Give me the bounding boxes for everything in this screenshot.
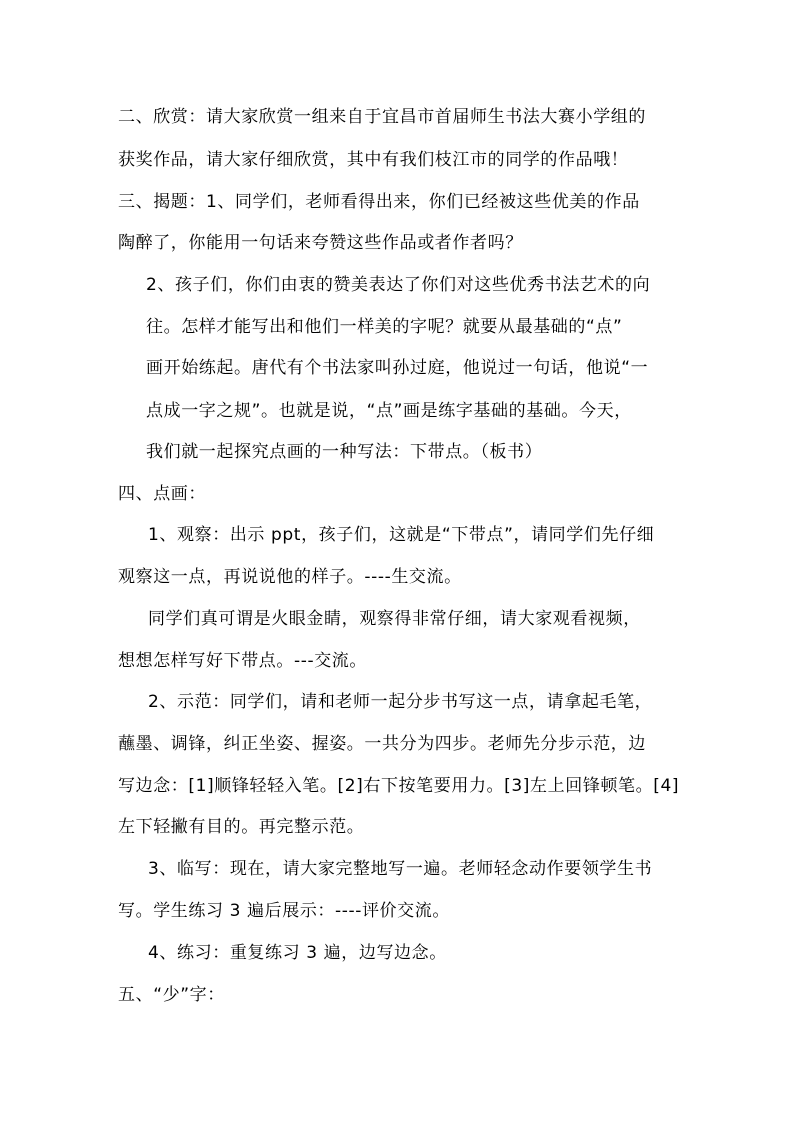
paragraph-line: 我们就一起探究点画的一种写法：下带点。（板书） bbox=[146, 442, 543, 462]
paragraph-line: 4、练习：重复练习 3 遍，边写边念。 bbox=[148, 943, 447, 963]
paragraph-line: 2、孩子们，你们由衷的赞美表达了你们对这些优秀书法艺术的向 bbox=[146, 275, 651, 295]
paragraph-line: 3、临写：现在，请大家完整地写一遍。老师轻念动作要领学生书 bbox=[148, 859, 653, 879]
paragraph-line: 二、欣赏：请大家欣赏一组来自于宜昌市首届师生书法大赛小学组的 bbox=[118, 107, 646, 127]
paragraph-line: 往。怎样才能写出和他们一样美的字呢？就要从最基础的“点” bbox=[146, 317, 623, 337]
paragraph-line: 写。学生练习 3 遍后展示：----评价交流。 bbox=[118, 901, 450, 921]
paragraph-line: 陶醉了，你能用一句话来夸赞这些作品或者作者吗？ bbox=[118, 233, 523, 253]
paragraph-line: 获奖作品，请大家仔细欣赏，其中有我们枝江市的同学的作品哦！ bbox=[118, 150, 629, 170]
paragraph-line: 画开始练起。唐代有个书法家叫孙过庭，他说过一句话，他说“一 bbox=[146, 358, 649, 378]
paragraph-line: 蘸墨、调锋，纠正坐姿、握姿。一共分为四步。老师先分步示范，边 bbox=[118, 734, 646, 754]
paragraph-line: 左下轻撇有目的。再完整示范。 bbox=[118, 817, 365, 837]
paragraph-line: 2、示范：同学们，请和老师一起分步书写这一点，请拿起毛笔， bbox=[148, 692, 653, 712]
paragraph-line: 1、观察：出示 ppt，孩子们，这就是“下带点”，请同学们先仔细 bbox=[148, 525, 655, 545]
section-heading: 四、点画： bbox=[118, 484, 206, 504]
paragraph-line: 观察这一点，再说说他的样子。----生交流。 bbox=[118, 567, 462, 587]
paragraph-line: 点成一字之规”。也就是说，“点”画是练字基础的基础。今天， bbox=[146, 401, 632, 421]
section-heading: 五、“少”字： bbox=[118, 985, 225, 1005]
paragraph-line: 三、揭题：1、同学们，老师看得出来，你们已经被这些优美的作品 bbox=[118, 192, 640, 212]
paragraph-line: 写边念：[1]顺锋轻轻入笔。[2]右下按笔要用力。[3]左上回锋顿笔。[4] bbox=[118, 776, 680, 796]
paragraph-line: 想想怎样写好下带点。---交流。 bbox=[118, 651, 368, 671]
paragraph-line: 同学们真可谓是火眼金睛，观察得非常仔细，请大家观看视频， bbox=[148, 609, 641, 629]
